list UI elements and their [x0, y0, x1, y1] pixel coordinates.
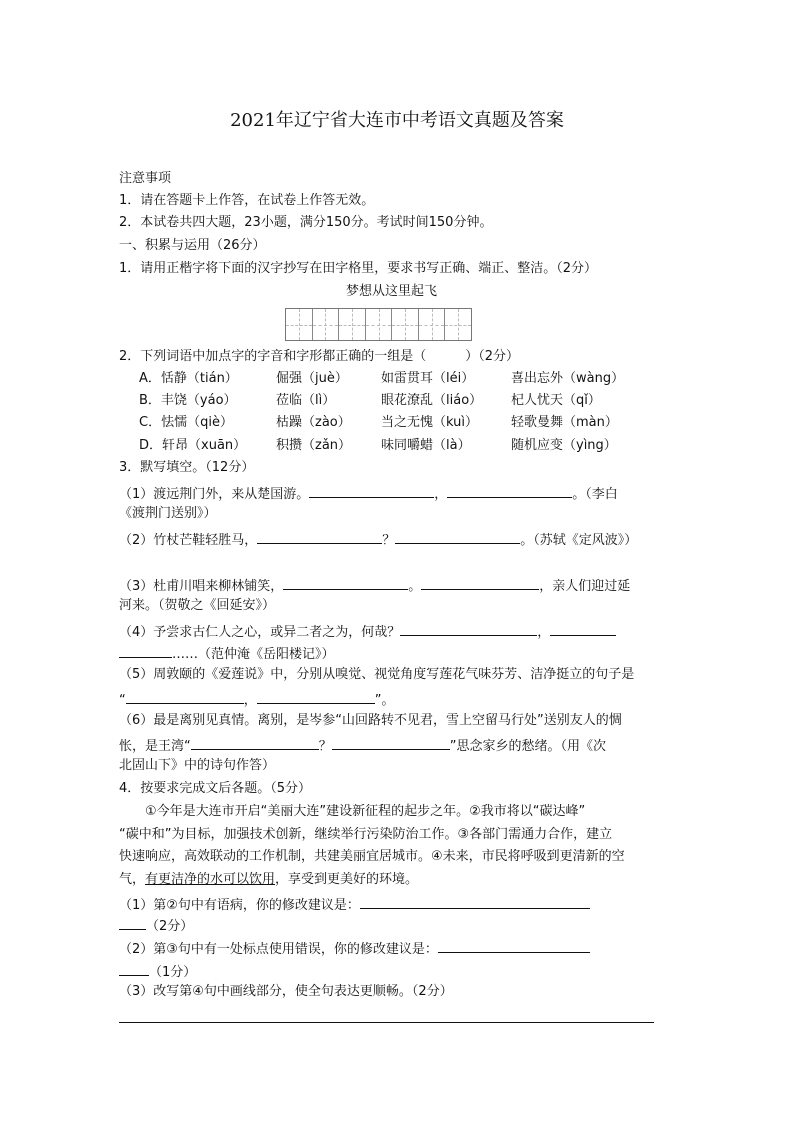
underlined-phrase: 有更洁净的水可以饮用: [145, 872, 276, 887]
option-word: 积攒（zǎn）: [276, 438, 352, 453]
q3-item-6-cont: [119, 735, 606, 756]
q4-sub-2-cont: [119, 961, 196, 982]
answer-blank[interactable]: [421, 575, 539, 590]
q3-item-4: [119, 621, 616, 642]
answer-blank[interactable]: [438, 938, 590, 953]
answer-blank[interactable]: [126, 689, 244, 704]
text: （1）第②句中有语病，你的修改建议是：: [119, 898, 360, 913]
notice-item: 1．请在答题卡上作答，在试卷上作答无效。: [119, 193, 375, 208]
option-word: C．怯懦（qiè）: [139, 415, 233, 430]
text: （2分）: [146, 919, 194, 934]
answer-blank[interactable]: [447, 483, 572, 498]
text: “: [119, 693, 126, 708]
passage-line: “碳中和”为目标，加强技术创新，继续举行污染防治工作。③各部门需通力合作，建立: [119, 827, 613, 842]
question-2-prompt: 2．下列词语中加点字的字音和字形都正确的一组是（ ）（2分）: [119, 349, 520, 364]
option-word: 倔强（juè）: [276, 371, 348, 386]
answer-blank[interactable]: [119, 961, 149, 976]
answer-blank[interactable]: [191, 735, 319, 750]
q3-item-3: [119, 575, 630, 596]
option-word: 轻歌曼舞（màn）: [511, 415, 618, 430]
answer-blank[interactable]: [257, 689, 375, 704]
option-word: 喜出忘外（wàng）: [511, 371, 625, 386]
option-word: 眼花潦乱（liáo）: [381, 393, 483, 408]
text: ，享受到更美好的环境。: [275, 872, 419, 887]
question-1-prompt: 1．请用正楷字将下面的汉字抄写在田字格里，要求书写正确、端正、整洁。（2分）: [119, 261, 598, 276]
option-word: 如雷贯耳（léi）: [381, 371, 475, 386]
answer-blank[interactable]: [283, 575, 408, 590]
text: ，: [243, 693, 257, 708]
answer-blank[interactable]: [400, 621, 537, 636]
text: ”。: [374, 693, 395, 708]
option-word: 味同嚼蜡（là）: [381, 438, 471, 453]
text: （1）渡远荆门外，来从楚国游。: [119, 487, 310, 502]
text: 气，: [119, 872, 146, 887]
text: 。: [408, 579, 422, 594]
question-4-prompt: 4．按要求完成文后各题。（5分）: [119, 781, 312, 796]
page-title: 2021年辽宁省大连市中考语文真题及答案: [230, 110, 564, 131]
q4-sub-2: [119, 938, 590, 959]
text: （2）第③句中有一处标点使用错误，你的修改建议是：: [119, 942, 438, 957]
option-word: 莅临（lì）: [276, 393, 336, 408]
text: 。（李白: [572, 487, 618, 502]
option-word: 随机应变（yìng）: [511, 438, 617, 453]
answer-blank[interactable]: [119, 915, 146, 930]
answer-blank[interactable]: [309, 483, 434, 498]
text: ？: [382, 533, 396, 548]
q4-sub-1-cont: [119, 915, 193, 936]
option-word: A．恬静（tián）: [139, 371, 238, 386]
q4-sub-1: [119, 894, 590, 915]
copy-phrase: 梦想从这里起飞: [346, 284, 438, 299]
text: （3）杜甫川唱来柳林铺笑，: [119, 579, 284, 594]
q3-item-1-source: 《渡荆门送别》）: [119, 506, 217, 521]
passage-line: [119, 871, 418, 889]
text: ，亲人们迎过延: [539, 579, 631, 594]
section-heading: 一、积累与运用（26分）: [119, 238, 266, 253]
text: 。（苏轼《定风波》）: [520, 533, 638, 548]
text: （1分）: [149, 965, 197, 980]
answer-blank[interactable]: [119, 643, 172, 658]
q3-item-6-source: 北固山下》中的诗句作答）: [119, 758, 276, 773]
tianzige-grid: [285, 308, 472, 341]
answer-blank[interactable]: [360, 894, 590, 909]
q3-item-5: （5）周敦颐的《爱莲说》中，分别从嗅觉、视觉角度写莲花气味芬芳、洁净挺立的句子是: [119, 667, 635, 682]
answer-blank[interactable]: [257, 529, 382, 544]
q4-sub-3: （3）改写第④句中画线部分，使全句表达更顺畅。（2分）: [119, 984, 453, 999]
q3-item-2: [119, 529, 637, 550]
option-word: 杞人忧天（qǐ）: [511, 393, 601, 408]
text: ？: [318, 739, 332, 754]
answer-blank[interactable]: [550, 621, 616, 636]
q3-item-3-source: 河来。（贺敬之《回延安》）: [119, 598, 276, 613]
text: （2）竹杖芒鞋轻胜马，: [119, 533, 258, 548]
text: ，: [434, 487, 448, 502]
option-word: D．轩昂（xuān）: [139, 438, 247, 453]
notice-heading: 注意事项: [119, 171, 172, 186]
answer-line[interactable]: [119, 1022, 654, 1023]
text: ，: [537, 625, 551, 640]
q3-item-4-cont: [119, 643, 335, 664]
answer-blank[interactable]: [395, 529, 520, 544]
q3-item-1: [119, 483, 618, 504]
answer-blank[interactable]: [332, 735, 450, 750]
q3-item-5-cont: [119, 689, 395, 710]
text: 怅，是王湾“: [119, 739, 191, 754]
passage-line: 快速响应，高效联动的工作机制，共建美丽宜居城市。④未来，市民将呼吸到更清新的空: [119, 849, 625, 864]
notice-item: 2．本试卷共四大题，23小题，满分150分。考试时间150分钟。: [119, 215, 493, 230]
q3-item-6: （6）最是离别见真情。离别，是岑参“山回路转不见君，雪上空留马行处”送别友人的惆: [119, 713, 622, 728]
option-word: 当之无愧（kuì）: [381, 415, 478, 430]
option-word: B．丰饶（yáo）: [139, 393, 237, 408]
question-3-prompt: 3．默写填空。（12分）: [119, 460, 255, 475]
option-word: 枯躁（zào）: [276, 415, 351, 430]
text: ”思念家乡的愁绪。（用《次: [449, 739, 607, 754]
passage-line: ①今年是大连市开启“美丽大连”建设新征程的起步之年。②我市将以“碳达峰”: [119, 804, 586, 819]
text: ……（范仲淹《岳阳楼记》）: [172, 647, 335, 662]
text: （4）予尝求古仁人之心，或异二者之为，何哉？: [119, 625, 401, 640]
